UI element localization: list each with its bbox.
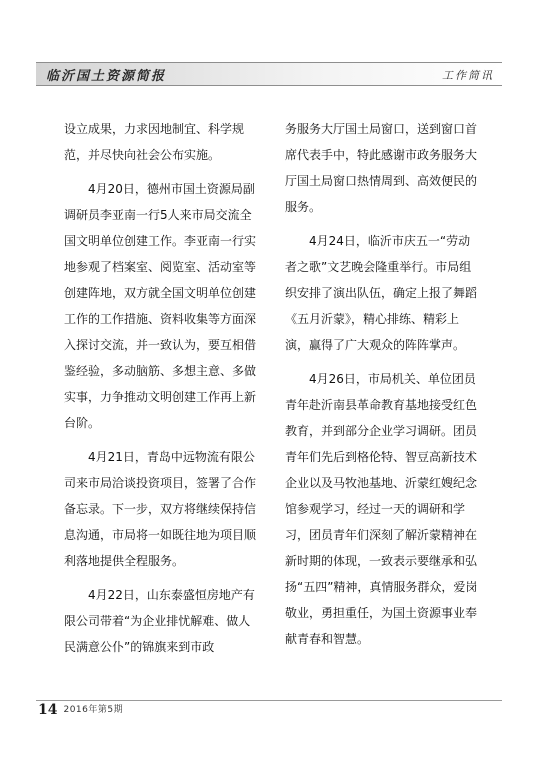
paragraph: 设立成果，力求因地制宜、科学规范，并尽快向社会公布实施。 [64,122,245,162]
page-number: 14 [38,702,58,718]
right-column [285,116,481,652]
publication-title: 临沂国土资源简报 [46,69,167,84]
page-footer [38,701,123,719]
left-column [64,116,260,660]
paragraph: 务服务大厅国土局窗口，送到窗口首席代表手中，特此感谢市政务服务大厅国土局窗口热情周到、高效便民的服务。 [285,122,478,214]
issue-label: 2016年第5期 [63,705,124,715]
paragraph: 4月24日，临沂市庆五一“劳动者之歌”文艺晚会隆重举行。市局组织安排了演出队伍，确定上报了舞蹈《五月沂蒙》，精心排练、精彩上演，赢得了广大观众的阵阵掌声。 [285,234,478,352]
paragraph: 4月26日，市局机关、单位团员青年赴沂南县革命教育基地接受红色教育，并到部分企业学习调研。团员青年们先后到格伦特、智豆高新技术企业以及马牧池基地、沂蒙红嫂纪念馆参观学习，经过一天的调研和学习，团员青年们深刻了解沂蒙精神在新时期的体现，一致表示要继承和弘扬“五四”精神，真情服务群众，爱岗敬业，勇担重任，为国土资源事业奉献青春和智慧。 [285,372,478,646]
paragraph: 4月21日，青岛中远物流有限公司来市局洽谈投资项目，签署了合作备忘录。下一步，双方将继续保持信息沟通，市局将一如既往地为项目顺利落地提供全程服务。 [64,450,257,568]
page-header [36,62,502,86]
paragraph: 4月20日，德州市国土资源局副调研员李亚南一行5人来市局交流全国文明单位创建工作。李亚南一行实地参观了档案室、阅览室、活动室等创建阵地，双方就全国文明单位创建工作的工作措施、资料收集等方面深入探讨交流，并一致认为，要互相借鉴经验，多动脑筋、多想主意、多做实事，力争推动文明创建工作再上新台阶。 [64,182,257,430]
paragraph: 4月22日，山东泰盛恒房地产有限公司带着“为企业排忧解难、做人民满意公仆”的锦旗来到市政 [64,588,255,654]
column-gap [271,116,272,664]
section-title: 工作简讯 [442,69,494,82]
